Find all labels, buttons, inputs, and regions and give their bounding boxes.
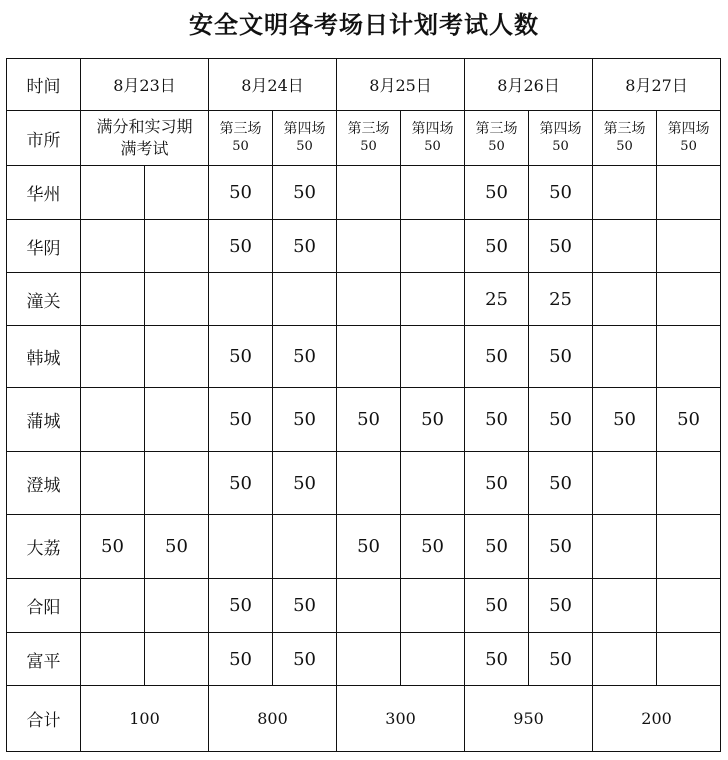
- session-name: 第三场: [603, 121, 646, 137]
- date-header-aug27: 8月27日: [593, 59, 721, 111]
- exam-schedule-table: [6, 58, 721, 752]
- count-cell: 50: [465, 166, 529, 220]
- count-cell: 50: [401, 515, 465, 579]
- count-cell: 50: [465, 452, 529, 515]
- count-cell: 50: [657, 388, 721, 452]
- count-cell: [337, 326, 401, 388]
- count-cell: [657, 326, 721, 388]
- city-name: 蒲城: [7, 388, 81, 452]
- count-cell: 50: [273, 166, 337, 220]
- session-name: 第四场: [667, 121, 710, 137]
- session-name: 第三场: [475, 121, 518, 137]
- count-cell: [337, 166, 401, 220]
- count-cell: [593, 452, 657, 515]
- count-cell: 50: [209, 388, 273, 452]
- session-capacity: 50: [488, 139, 505, 154]
- city-name: 富平: [7, 633, 81, 686]
- count-cell: [593, 166, 657, 220]
- total-value: 100: [81, 686, 209, 752]
- count-cell: [593, 220, 657, 273]
- count-cell: [145, 273, 209, 326]
- count-cell: [657, 633, 721, 686]
- place-label: 市所: [7, 111, 81, 166]
- count-cell: [81, 273, 145, 326]
- table-row: [7, 579, 721, 633]
- count-cell: [81, 326, 145, 388]
- count-cell: 50: [81, 515, 145, 579]
- session-name: 第三场: [347, 121, 390, 137]
- count-cell: [657, 515, 721, 579]
- time-label: 时间: [7, 59, 81, 111]
- count-cell: [145, 388, 209, 452]
- table-row: [7, 166, 721, 220]
- count-cell: [657, 579, 721, 633]
- count-cell: [209, 515, 273, 579]
- totals-row: [7, 686, 721, 752]
- table-row: [7, 452, 721, 515]
- session-name: 第四场: [539, 121, 582, 137]
- table-row: [7, 220, 721, 273]
- session-header: [529, 111, 593, 166]
- aug23-combined-line2: 满考试: [120, 139, 169, 158]
- count-cell: [401, 452, 465, 515]
- city-name: 大荔: [7, 515, 81, 579]
- count-cell: [657, 220, 721, 273]
- count-cell: [337, 633, 401, 686]
- table-row: [7, 388, 721, 452]
- count-cell: [657, 166, 721, 220]
- count-cell: [145, 220, 209, 273]
- count-cell: [401, 220, 465, 273]
- count-cell: [337, 579, 401, 633]
- session-capacity: 50: [232, 139, 249, 154]
- totals-label: 合计: [7, 686, 81, 752]
- count-cell: [657, 452, 721, 515]
- count-cell: 50: [529, 166, 593, 220]
- count-cell: [145, 633, 209, 686]
- count-cell: 50: [465, 388, 529, 452]
- count-cell: [593, 579, 657, 633]
- count-cell: [401, 273, 465, 326]
- count-cell: [81, 388, 145, 452]
- count-cell: 50: [209, 452, 273, 515]
- count-cell: 50: [273, 220, 337, 273]
- date-header-aug23: 8月23日: [81, 59, 209, 111]
- session-header: [657, 111, 721, 166]
- count-cell: [401, 166, 465, 220]
- city-name: 华州: [7, 166, 81, 220]
- count-cell: [145, 452, 209, 515]
- count-cell: 50: [529, 452, 593, 515]
- count-cell: [657, 273, 721, 326]
- count-cell: [81, 579, 145, 633]
- count-cell: 50: [209, 633, 273, 686]
- count-cell: 50: [529, 633, 593, 686]
- session-name: 第四场: [283, 121, 326, 137]
- header-date-row: [7, 59, 721, 111]
- session-header: [401, 111, 465, 166]
- count-cell: [145, 326, 209, 388]
- city-name: 韩城: [7, 326, 81, 388]
- count-cell: 50: [465, 220, 529, 273]
- count-cell: 50: [465, 515, 529, 579]
- count-cell: 50: [337, 515, 401, 579]
- count-cell: [81, 633, 145, 686]
- count-cell: 50: [529, 515, 593, 579]
- session-header: [209, 111, 273, 166]
- count-cell: 50: [273, 326, 337, 388]
- count-cell: 50: [465, 579, 529, 633]
- session-capacity: 50: [616, 139, 633, 154]
- total-value: 950: [465, 686, 593, 752]
- count-cell: [401, 579, 465, 633]
- count-cell: 50: [401, 388, 465, 452]
- table-row: [7, 326, 721, 388]
- count-cell: 50: [529, 326, 593, 388]
- count-cell: [81, 452, 145, 515]
- count-cell: [593, 515, 657, 579]
- city-name: 华阴: [7, 220, 81, 273]
- city-name: 澄城: [7, 452, 81, 515]
- count-cell: [145, 579, 209, 633]
- count-cell: [337, 220, 401, 273]
- count-cell: 50: [337, 388, 401, 452]
- count-cell: 50: [209, 326, 273, 388]
- session-capacity: 50: [360, 139, 377, 154]
- count-cell: [273, 273, 337, 326]
- total-value: 200: [593, 686, 721, 752]
- count-cell: 50: [209, 220, 273, 273]
- count-cell: 50: [273, 388, 337, 452]
- count-cell: [209, 273, 273, 326]
- count-cell: [401, 326, 465, 388]
- count-cell: [593, 633, 657, 686]
- session-header: [593, 111, 657, 166]
- session-header: [273, 111, 337, 166]
- date-header-aug26: 8月26日: [465, 59, 593, 111]
- total-value: 800: [209, 686, 337, 752]
- city-name: 合阳: [7, 579, 81, 633]
- table-row: [7, 273, 721, 326]
- count-cell: 50: [529, 220, 593, 273]
- session-capacity: 50: [424, 139, 441, 154]
- count-cell: 50: [145, 515, 209, 579]
- count-cell: 50: [273, 579, 337, 633]
- count-cell: 50: [273, 452, 337, 515]
- count-cell: 50: [529, 388, 593, 452]
- session-capacity: 50: [296, 139, 313, 154]
- total-value: 300: [337, 686, 465, 752]
- date-header-aug25: 8月25日: [337, 59, 465, 111]
- count-cell: 25: [465, 273, 529, 326]
- count-cell: 50: [209, 166, 273, 220]
- session-name: 第三场: [219, 121, 262, 137]
- count-cell: [337, 452, 401, 515]
- header-session-row: [7, 111, 721, 166]
- table-row: [7, 515, 721, 579]
- city-name: 潼关: [7, 273, 81, 326]
- count-cell: [337, 273, 401, 326]
- count-cell: [401, 633, 465, 686]
- count-cell: [145, 166, 209, 220]
- count-cell: [593, 273, 657, 326]
- count-cell: 50: [465, 326, 529, 388]
- count-cell: 50: [209, 579, 273, 633]
- session-header: [465, 111, 529, 166]
- count-cell: 50: [529, 579, 593, 633]
- count-cell: [81, 220, 145, 273]
- count-cell: [593, 326, 657, 388]
- count-cell: 25: [529, 273, 593, 326]
- session-capacity: 50: [680, 139, 697, 154]
- count-cell: 50: [593, 388, 657, 452]
- count-cell: [81, 166, 145, 220]
- page-title: 安全文明各考场日计划考试人数: [189, 10, 539, 39]
- session-capacity: 50: [552, 139, 569, 154]
- count-cell: [273, 515, 337, 579]
- aug23-combined-session: [81, 111, 209, 166]
- session-name: 第四场: [411, 121, 454, 137]
- count-cell: 50: [465, 633, 529, 686]
- count-cell: 50: [273, 633, 337, 686]
- session-header: [337, 111, 401, 166]
- aug23-combined-line1: 满分和实习期: [96, 117, 193, 136]
- table-row: [7, 633, 721, 686]
- date-header-aug24: 8月24日: [209, 59, 337, 111]
